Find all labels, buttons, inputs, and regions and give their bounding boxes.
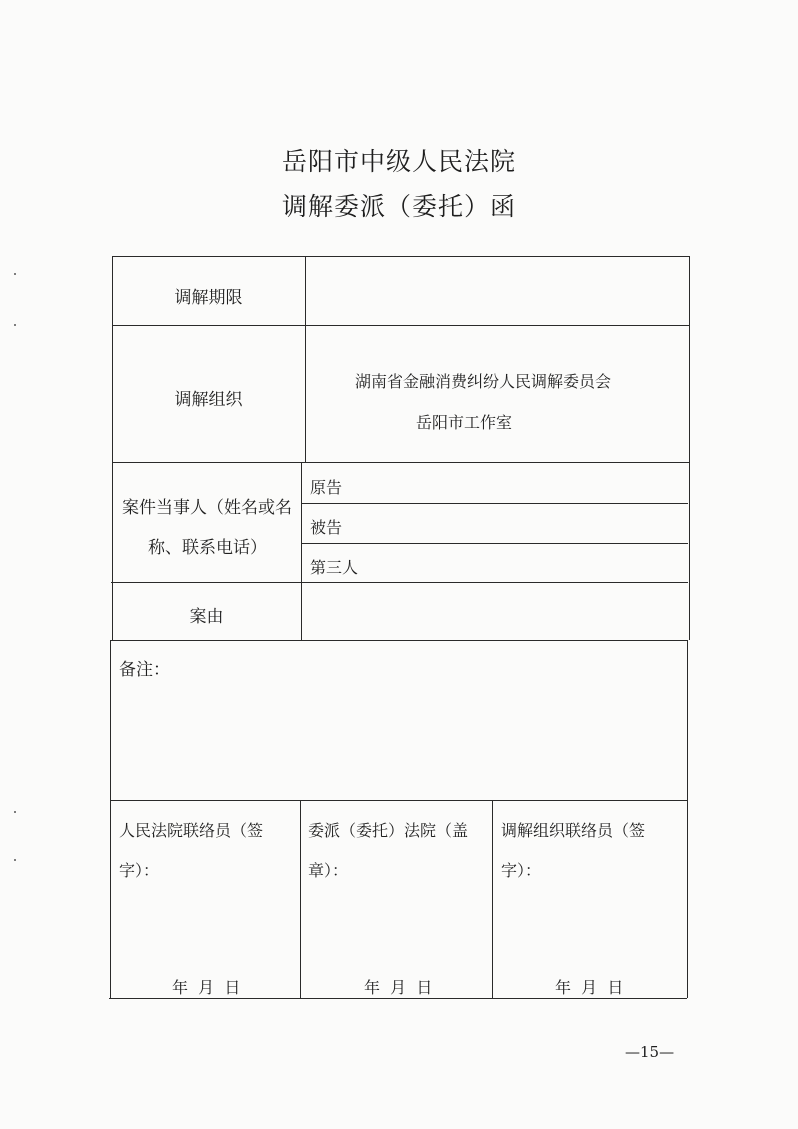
row-divider bbox=[110, 800, 687, 801]
parties-label-line2: 称、联系电话） bbox=[148, 538, 267, 558]
scan-dot bbox=[14, 859, 16, 861]
signature-divider bbox=[300, 800, 301, 998]
table-border-top bbox=[112, 256, 690, 257]
row-divider bbox=[112, 325, 690, 326]
court-name-title: 岳阳市中级人民法院 bbox=[281, 147, 516, 176]
parties-label-line1: 案件当事人（姓名或名 bbox=[122, 498, 292, 518]
page-number: —15— bbox=[625, 1043, 675, 1061]
remarks-label: 备注： bbox=[119, 660, 170, 680]
table-border-left bbox=[112, 256, 113, 640]
org-label: 调解组织 bbox=[174, 390, 243, 410]
row-divider bbox=[112, 462, 689, 463]
plaintiff-label: 原告 bbox=[310, 478, 343, 497]
org-liaison-line2: 字）： bbox=[501, 861, 542, 880]
column-divider bbox=[301, 462, 302, 640]
period-label: 调解期限 bbox=[174, 288, 243, 308]
court-liaison-line2: 字）： bbox=[119, 861, 160, 880]
org-name-line1: 湖南省金融消费纠纷人民调解委员会 bbox=[355, 372, 612, 391]
scan-dot bbox=[14, 811, 16, 813]
cause-label: 案由 bbox=[189, 607, 224, 627]
party-divider bbox=[301, 503, 688, 504]
signature-divider bbox=[492, 800, 493, 998]
org-name-line2: 岳阳市工作室 bbox=[416, 413, 513, 432]
defendant-label: 被告 bbox=[310, 518, 343, 537]
letter-title: 调解委派（委托）函 bbox=[281, 192, 516, 221]
third-party-label: 第三人 bbox=[310, 558, 359, 577]
org-liaison-date: 年 月 日 bbox=[555, 978, 624, 997]
court-liaison-date: 年 月 日 bbox=[172, 978, 241, 997]
court-seal-date: 年 月 日 bbox=[364, 978, 433, 997]
table-border-right bbox=[689, 256, 690, 640]
court-liaison-line1: 人民法院联络员（签 bbox=[119, 821, 264, 840]
table-border-bottom bbox=[109, 998, 687, 999]
row-divider bbox=[111, 640, 688, 641]
scan-dot bbox=[14, 273, 16, 275]
table-border-right bbox=[687, 640, 688, 998]
column-divider bbox=[305, 256, 306, 462]
row-divider bbox=[111, 582, 688, 583]
court-seal-line1: 委派（委托）法院（盖 bbox=[308, 821, 469, 840]
table-border-left bbox=[110, 640, 111, 998]
org-liaison-line1: 调解组织联络员（签 bbox=[501, 821, 646, 840]
scan-dot bbox=[14, 324, 16, 326]
court-seal-line2: 章）： bbox=[308, 861, 349, 880]
party-divider bbox=[301, 543, 688, 544]
